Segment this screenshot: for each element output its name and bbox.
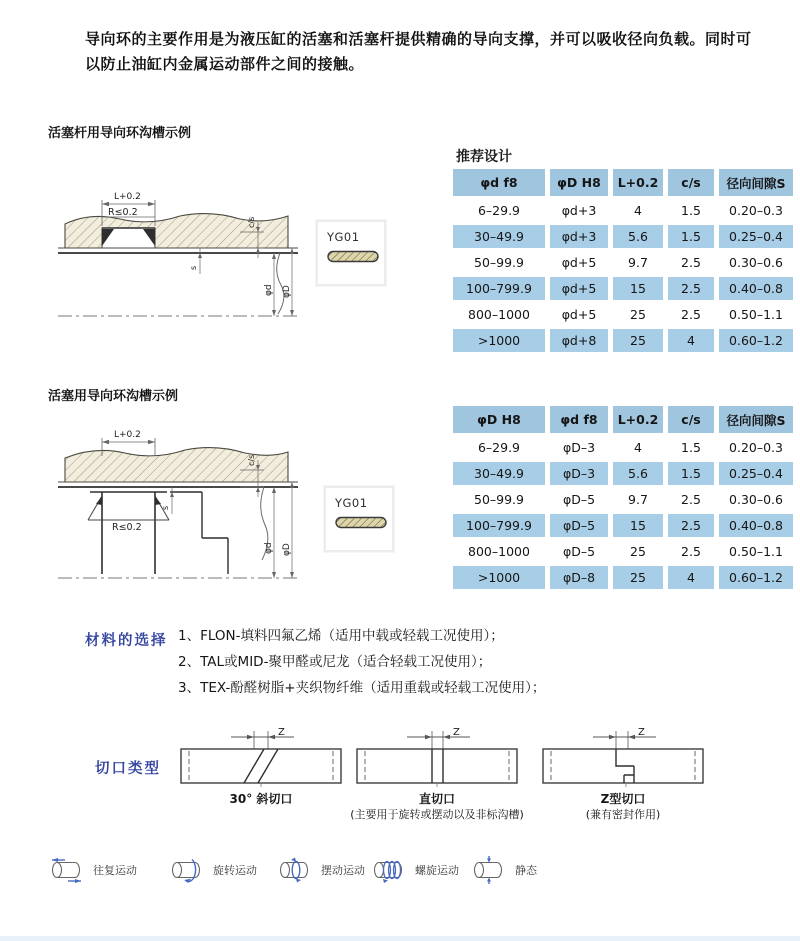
table-row — [453, 540, 793, 563]
table-cell: >1000 — [453, 566, 545, 589]
motion-item-static — [470, 856, 537, 884]
table-cell: 50–99.9 — [474, 492, 524, 507]
table-row — [453, 199, 793, 222]
table-cell: φd+3 — [561, 203, 597, 218]
table-cell: 15 — [613, 277, 663, 300]
table-cell: φd+3 — [550, 225, 608, 248]
dim-length-label: L+0.2 — [114, 430, 141, 440]
table-cell: φD–8 — [550, 566, 608, 589]
table-cell: 0.40–0.8 — [719, 277, 793, 300]
ring-sample-card — [324, 486, 394, 552]
piston-spec-table — [448, 403, 798, 592]
table-cell: φD H8 — [453, 406, 545, 433]
table-cell: φD–5 — [562, 544, 596, 559]
cut-types-label: 切口类型 — [95, 761, 161, 777]
table-row — [453, 225, 793, 248]
material-item: 2、TAL或MID-聚甲醛或尼龙（适合轻载工况使用）； — [178, 654, 492, 670]
table-cell: φd+5 — [561, 255, 597, 270]
motion-label: 往复运动 — [93, 864, 137, 877]
table-cell: φd+8 — [550, 329, 608, 352]
table-cell: 0.30–0.6 — [729, 492, 783, 507]
table-cell: 5.6 — [613, 462, 663, 485]
table-row — [453, 251, 793, 274]
materials-list — [178, 623, 545, 701]
motion-item-oscillating — [276, 856, 365, 884]
dim-z-label: Z — [638, 727, 645, 738]
table-cell: 2.5 — [681, 492, 701, 507]
ring-code-label: YG01 — [327, 230, 360, 244]
dim-s-label: s — [161, 505, 170, 510]
table-cell: 0.60–1.2 — [719, 566, 793, 589]
table-cell: φD H8 — [550, 169, 608, 196]
table-row — [453, 436, 793, 459]
material-item: 1、FLON-填料四氟乙烯（适用中载或轻载工况使用）； — [178, 628, 504, 644]
table-cell: L+0.2 — [613, 169, 663, 196]
table-cell: 9.7 — [628, 255, 648, 270]
materials-label: 材料的选择 — [85, 633, 168, 649]
cut-note-straight: (主要用于旋转或摆动以及非标沟槽) — [350, 808, 524, 821]
dim-phi-d-label: φd — [264, 284, 274, 296]
dim-z-label: Z — [453, 727, 460, 738]
table-cell: 25 — [613, 566, 663, 589]
table-cell: 25 — [630, 307, 646, 322]
rotary-motion-icon — [168, 856, 206, 884]
cut-diagram-angled — [176, 725, 346, 787]
motion-label: 静态 — [515, 864, 537, 877]
table-row — [453, 462, 793, 485]
table-cell: φD–5 — [550, 514, 608, 537]
table-cell: 2.5 — [681, 255, 701, 270]
dim-phi-D-label: φD — [282, 543, 292, 556]
table-cell: φd+5 — [550, 277, 608, 300]
table-cell: 2.5 — [681, 544, 701, 559]
page-bottom-edge — [0, 936, 800, 941]
table-cell: 100–799.9 — [453, 514, 545, 537]
table-row — [453, 303, 793, 326]
table-cell: 2.5 — [681, 307, 701, 322]
table-cell: φD–5 — [562, 492, 596, 507]
motion-item-helical — [370, 856, 459, 884]
reciprocating-motion-icon — [48, 856, 86, 884]
table-cell: 0.25–0.4 — [719, 462, 793, 485]
table-row — [453, 566, 793, 589]
ring-cross-section-icon — [335, 516, 387, 529]
table-cell: 15 — [613, 514, 663, 537]
ring-code-label: YG01 — [335, 496, 368, 510]
table-row — [453, 488, 793, 511]
table-row — [453, 514, 793, 537]
table-cell: 4 — [668, 566, 714, 589]
table-cell: 0.30–0.6 — [729, 255, 783, 270]
table-cell: 0.20–0.3 — [729, 203, 783, 218]
dim-radius-label: R≤0.2 — [108, 207, 138, 218]
table-cell: φD–3 — [550, 462, 608, 485]
motion-label: 螺旋运动 — [415, 864, 459, 877]
table-cell: 800–1000 — [468, 307, 530, 322]
rod-groove-technical-drawing — [50, 186, 320, 346]
piston-groove-technical-drawing — [50, 426, 320, 598]
table-cell: 4 — [668, 329, 714, 352]
table-cell: L+0.2 — [613, 406, 663, 433]
table-header-row — [453, 169, 793, 196]
motion-label: 摆动运动 — [321, 864, 365, 877]
table-cell: 径向间隙S — [719, 406, 793, 433]
table-cell: 50–99.9 — [474, 255, 524, 270]
table-cell: φd+5 — [561, 307, 597, 322]
cut-diagram-z — [538, 725, 708, 787]
motion-label: 旋转运动 — [213, 864, 257, 877]
table-cell: 4 — [634, 203, 642, 218]
table-cell: 25 — [613, 329, 663, 352]
table-cell: 0.40–0.8 — [719, 514, 793, 537]
helical-motion-icon — [370, 856, 408, 884]
table-cell: c/s — [668, 406, 714, 433]
section-rod-heading: 活塞杆用导向环沟槽示例 — [48, 126, 192, 141]
table-header-row — [453, 406, 793, 433]
table-cell: 9.7 — [628, 492, 648, 507]
table-cell: 1.5 — [668, 462, 714, 485]
table-cell: 0.50–1.1 — [729, 307, 783, 322]
ring-sample-card — [316, 220, 386, 286]
dim-length-label: L+0.2 — [114, 192, 141, 202]
table-cell: 0.60–1.2 — [719, 329, 793, 352]
table-cell: 4 — [634, 440, 642, 455]
cut-caption-angled: 30° 斜切口 — [229, 792, 293, 806]
table-cell: >1000 — [453, 329, 545, 352]
dim-radius-label: R≤0.2 — [112, 522, 142, 533]
dim-phi-D-label: φD — [282, 285, 292, 298]
table-cell: φD–3 — [562, 440, 596, 455]
table-cell: 1.5 — [668, 225, 714, 248]
motion-item-rotary — [168, 856, 257, 884]
cut-note-z: (兼有密封作用) — [585, 808, 661, 821]
table-cell: 1.5 — [681, 440, 701, 455]
section-piston-heading: 活塞用导向环沟槽示例 — [48, 389, 179, 404]
dim-cs-label: c/s — [247, 454, 256, 466]
table-row — [453, 277, 793, 300]
table-cell: 100–799.9 — [453, 277, 545, 300]
rod-spec-table — [448, 166, 798, 355]
table-cell: 0.50–1.1 — [729, 544, 783, 559]
table-cell: 30–49.9 — [453, 462, 545, 485]
table-cell: 1.5 — [681, 203, 701, 218]
table-cell: 2.5 — [668, 277, 714, 300]
table-cell: φd f8 — [550, 406, 608, 433]
table-cell: 6–29.9 — [477, 440, 521, 455]
table-cell: c/s — [668, 169, 714, 196]
table-cell: 6–29.9 — [477, 203, 521, 218]
cut-caption-straight: 直切口 — [418, 792, 455, 806]
cut-diagram-straight — [352, 725, 522, 787]
intro-paragraph: 导向环的主要作用是为液压缸的活塞和活塞杆提供精确的导向支撑，并可以吸收径向负载。同时可以防止油缸内金属运动部件之间的接触。 — [85, 30, 752, 73]
ring-cross-section-icon — [327, 250, 379, 263]
table-cell: 2.5 — [668, 514, 714, 537]
table-cell: 30–49.9 — [453, 225, 545, 248]
oscillating-motion-icon — [276, 856, 314, 884]
dim-s-label: s — [189, 265, 198, 270]
table-row — [453, 329, 793, 352]
table-cell: 25 — [630, 544, 646, 559]
table-cell: 800–1000 — [468, 544, 530, 559]
dim-cs-label: c/s — [247, 216, 256, 228]
static-icon — [470, 856, 508, 884]
table-cell: 0.20–0.3 — [729, 440, 783, 455]
table-cell: 0.25–0.4 — [719, 225, 793, 248]
material-item: 3、TEX-酚醛树脂+夹织物纤维（适用重载或轻载工况使用）； — [178, 680, 546, 696]
table-cell: 径向间隙S — [719, 169, 793, 196]
dim-z-label: Z — [278, 727, 285, 738]
motion-item-reciprocating — [48, 856, 137, 884]
table-cell: 5.6 — [613, 225, 663, 248]
table-cell: φd f8 — [453, 169, 545, 196]
cut-caption-z: Z型切口 — [600, 792, 646, 806]
table-title: 推荐设计 — [456, 149, 512, 165]
dim-phi-d-label: φd — [264, 542, 274, 554]
